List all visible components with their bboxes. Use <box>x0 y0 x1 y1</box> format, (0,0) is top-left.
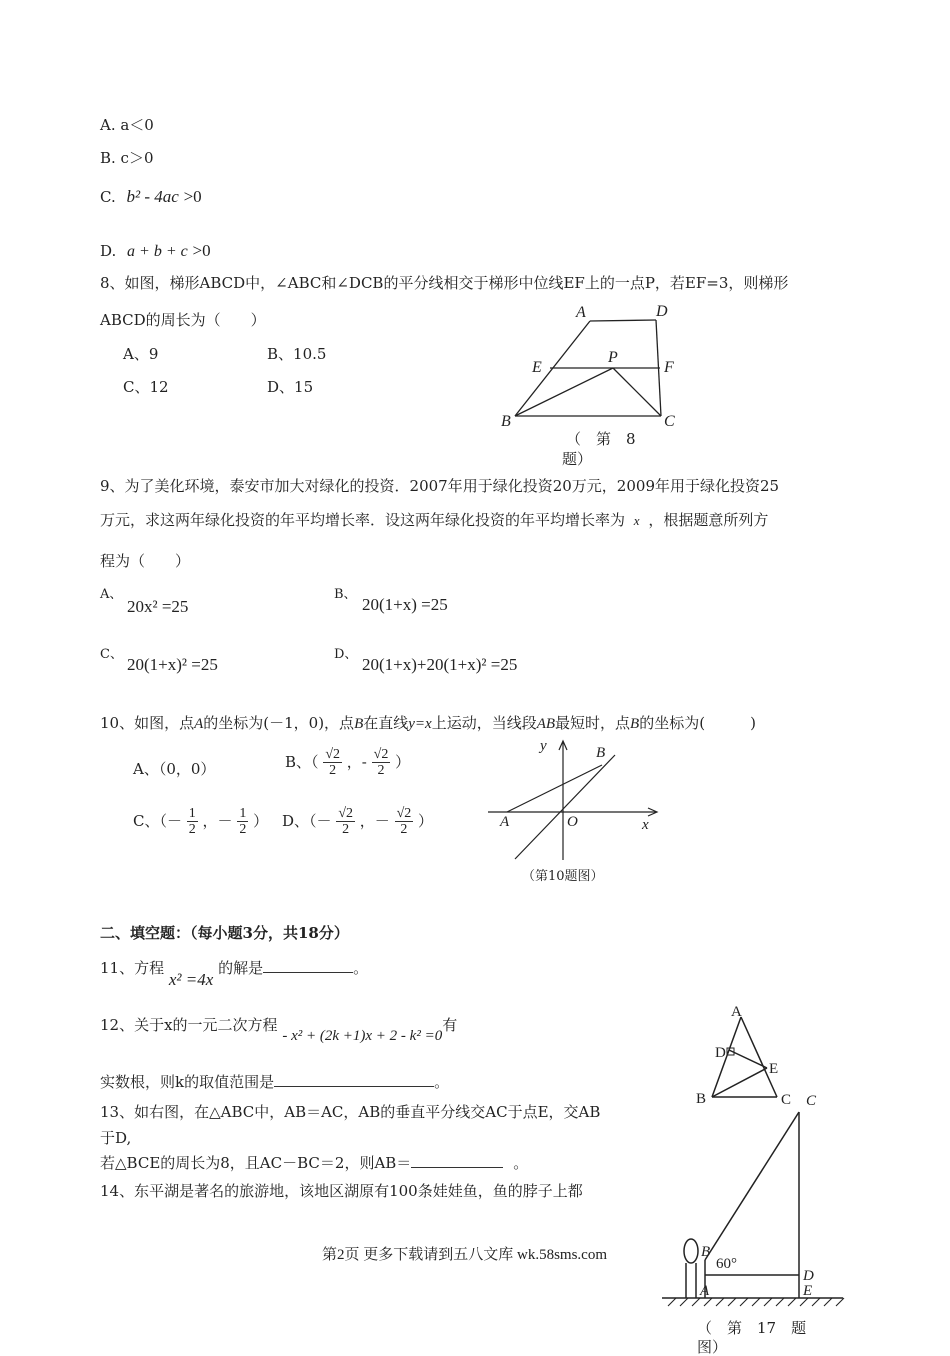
section2-title: 二、填空题：（每小题3分，共18分） <box>100 924 349 942</box>
fig17-label-d: D <box>803 1268 814 1284</box>
q10-option-c-frac1: $\frac{1}{2}$ <box>188 806 196 838</box>
q10-stem-f: 的坐标为( ) <box>639 714 756 732</box>
trap-label-b: B <box>501 413 511 430</box>
q13-end: 。 <box>513 1154 529 1172</box>
q9-stem-line2-a: 万元，求这两年绿化投资的年平均增长率．设这两年绿化投资的年平均增长率为 <box>100 511 626 529</box>
tri-label-b: B <box>696 1091 707 1107</box>
q7-option-c-expr: b² - 4ac <box>126 187 179 206</box>
q9-stem-var: x <box>633 513 640 528</box>
q10-stem-ab: AB <box>536 716 556 732</box>
q10-stem-d: 上运动，当线段 <box>431 714 537 732</box>
q7-option-d-gt: >0 <box>192 241 211 260</box>
q10-stem-point-b2: B <box>630 716 640 732</box>
tri-label-e: E <box>769 1061 779 1077</box>
q10-stem-a: 10、如图，点 <box>100 714 195 732</box>
fig17-caption-line2: 图） <box>697 1338 728 1356</box>
q10-option-b-frac1: $\frac{√2}{2}$ <box>325 747 340 779</box>
q10-caption: （第10题图） <box>522 869 604 884</box>
fig17-angle: 60° <box>716 1256 737 1272</box>
q10-option-c-label: C、（－ <box>133 811 182 830</box>
q11-end: 。 <box>353 959 369 977</box>
q10-stem-point-b: B <box>354 716 364 732</box>
q11-expr: x² =4x <box>168 970 214 989</box>
q7-option-c-gt: >0 <box>183 187 202 206</box>
q12-line2-text: 实数根，则k的取值范围是 <box>100 1073 275 1091</box>
q10-option-b-end: ） <box>395 752 411 771</box>
q9-option-b-expr: 20(1+x) =25 <box>362 595 448 614</box>
q9-stem-line1: 9、为了美化环境，泰安市加大对绿化的投资．2007年用于绿化投资20万元，2009年用于绿化投资25 <box>100 477 780 495</box>
q8-option-b: B、10.5 <box>267 345 327 363</box>
q13-line1: 13、如右图，在△ABC中，AB＝AC，AB的垂直平分线交AC于点E，交AB <box>100 1103 601 1121</box>
tri-label-d: D <box>715 1045 726 1061</box>
q10-option-b-sep: ，- <box>346 752 367 771</box>
q8-stem-line1: 8、如图，梯形ABCD中，∠ABC和∠DCB的平分线相交于梯形中位线EF上的一点P，若EF=3，则梯形 <box>100 274 789 292</box>
coord-label-x: x <box>642 817 649 833</box>
coord-label-y: y <box>540 738 547 754</box>
q10-option-a: A、（0，0） <box>133 760 216 778</box>
q10-stem-e: 最短时，点 <box>555 714 631 732</box>
trap-label-d: D <box>656 303 668 320</box>
q10-option-d-sep: ，－ <box>359 811 390 830</box>
q7-option-c-label: C. <box>100 188 116 206</box>
q14-line1: 14、东平湖是著名的旅游地，该地区湖原有100条娃娃鱼，鱼的脖子上都 <box>100 1182 583 1200</box>
q8-option-c: C、12 <box>123 378 169 396</box>
q10-option-c-end: ） <box>253 811 269 830</box>
q10-option-c-sep: ，－ <box>202 811 233 830</box>
q10-option-c-frac2: $\frac{1}{2}$ <box>239 806 247 838</box>
coord-label-o: O <box>567 814 578 830</box>
q9-option-c-label: C、 <box>100 647 123 662</box>
q11-suffix: 的解是 <box>218 959 264 977</box>
q10-stem-line: y=x <box>408 716 432 732</box>
q10-option-d-label: D、（－ <box>282 811 332 830</box>
q11-prefix: 11、方程 <box>100 959 165 977</box>
q12-suffix: 有 <box>442 1016 458 1034</box>
q12-end: 。 <box>434 1073 450 1091</box>
q9-option-d-label: D、 <box>334 647 358 662</box>
trap-label-c: C <box>664 413 675 430</box>
q12-expr: - x² + (2k +1)x + 2 - k² =0 <box>282 1028 443 1044</box>
q9-option-c-expr: 20(1+x)² =25 <box>127 655 218 674</box>
q12-prefix: 12、关于x的一元二次方程 <box>100 1016 278 1034</box>
q7-option-d-expr: a + b + c <box>127 243 188 260</box>
q7-option-d-label: D. <box>100 242 117 260</box>
q9-stem-line3: 程为（ ） <box>100 552 191 570</box>
q10-option-d-end: ） <box>418 811 434 830</box>
q8-option-a: A、9 <box>123 345 159 363</box>
q10-option-b-frac2: $\frac{√2}{2}$ <box>373 747 389 779</box>
q13-line3-text: 若△BCE的周长为8，且AC－BC＝2，则AB＝ <box>100 1154 412 1172</box>
q10-option-d-frac1: $\frac{√2}{2}$ <box>338 806 353 838</box>
q8-caption-line2: 题） <box>562 450 593 468</box>
fig17-label-b: B <box>701 1244 711 1260</box>
q10-stem-b: 的坐标为(－1，0)，点 <box>203 714 355 732</box>
q13-line2: 于D, <box>100 1129 132 1147</box>
q9-option-b-label: B、 <box>334 587 357 602</box>
page-footer: 第2页 更多下载请到五八文库 wk.58sms.com <box>322 1247 608 1263</box>
q10-stem-c: 在直线 <box>363 714 409 732</box>
trap-label-e: E <box>532 359 542 376</box>
trap-label-f: F <box>664 359 674 376</box>
fig17-label-a: A <box>700 1283 710 1299</box>
q9-option-a-expr: 20x² =25 <box>127 597 189 616</box>
tri-label-a: A <box>731 1004 742 1020</box>
coord-label-a: A <box>500 814 510 830</box>
fig17-label-c: C <box>806 1093 817 1109</box>
q9-option-a-label: A、 <box>100 587 123 602</box>
q9-option-d-expr: 20(1+x)+20(1+x)² =25 <box>362 655 518 674</box>
tri-label-c: C <box>781 1092 792 1108</box>
q7-option-b: B. c＞0 <box>100 149 154 167</box>
q10-option-b-label: B、（ <box>285 752 319 771</box>
trap-label-a: A <box>576 304 586 321</box>
q7-option-a: A. a＜0 <box>100 116 154 134</box>
q8-option-d: D、15 <box>267 378 314 396</box>
fig17-label-e: E <box>803 1283 813 1299</box>
q10-option-d-frac2: $\frac{√2}{2}$ <box>396 806 412 838</box>
q9-stem-line2-b: ，根据题意所列方 <box>648 511 769 529</box>
coord-label-b: B <box>596 745 606 761</box>
trap-label-p: P <box>608 349 618 366</box>
q8-caption-line1: （ 第 8 <box>566 430 636 448</box>
q10-stem-point-a: A <box>194 716 204 732</box>
q8-stem-line2: ABCD的周长为（ ） <box>100 311 266 329</box>
fig17-caption-line1: （ 第 17 题 <box>697 1319 807 1337</box>
